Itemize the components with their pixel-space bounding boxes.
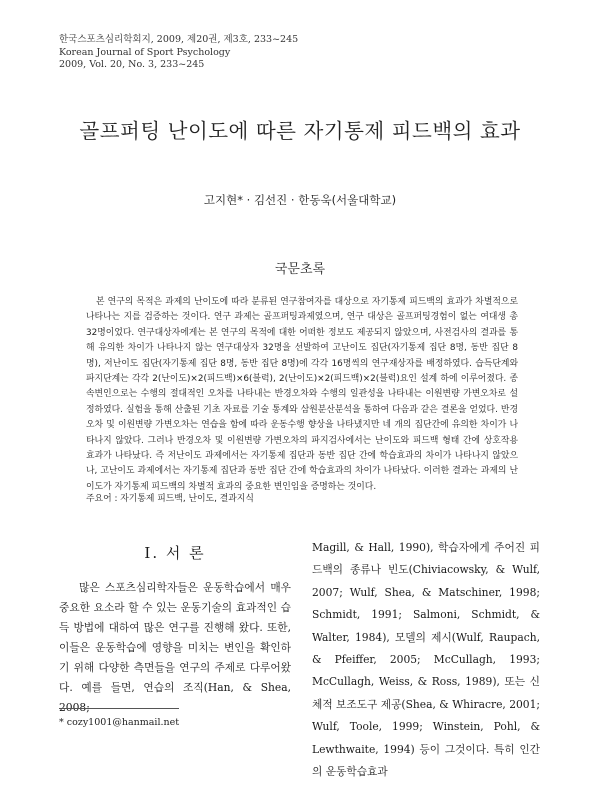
keywords: 주요어 : 자기통제 피드백, 난이도, 결과지식 [86, 494, 254, 504]
footnote-email: * cozy1001@hanmail.net [59, 717, 180, 728]
journal-citation [59, 34, 298, 72]
paper-title: 골프퍼팅 난이도에 따른 자기통제 피드백의 효과 [79, 119, 521, 143]
body-text-left-column: 많은 스포츠심리학자들은 운동학습에서 매우 중요한 요소라 할 수 있는 운동기술의 효과적인 습득 방법에 대하여 많은 연구를 진행해 왔다. 또한, 이들은 운동학습에 영향을 미치는 변인을 확인하기 위해 다양한 측면들을 연구의 주제로 다루어왔다. 예를 들면, 연습의 조직(Han, & Shea, 2008; [59, 581, 291, 714]
section-heading-introduction: I. 서 론 [144, 544, 206, 562]
abstract-heading: 국문초록 [274, 262, 326, 277]
footnote-divider [59, 708, 179, 709]
author-list: 고지현* · 김선진 · 한동욱(서울대학교) [203, 193, 397, 207]
journal-line-volume: 2009, Vol. 20, No. 3, 233~245 [59, 59, 205, 70]
body-text-right-column: Magill, & Hall, 1990), 학습자에게 주어진 피드백의 종류나 빈도(Chiviacowsky, & Wulf, 2007; Wulf, Shea, & Matschiner, 1998; Schmidt, 1991; Salmoni, Schmidt, & Walter, 1984), 모델의 제시(Wulf, Raupach, & Pfeiffer, 2005; McCullagh, 1993; McCullagh, Weiss, & Ross, 1989), 또는 신체적 보조도구 제공(Shea, & Whiracre, 2001; Wulf, Toole, 1999; Winstein, Pohl, & Lewthwaite, 1994) 등이 그것이다. 특히 인간의 운동학습효과 [312, 541, 540, 779]
journal-line-korean: 한국스포츠심리학회지, 2009, 제20권, 제3호, 233~245 [59, 34, 299, 45]
journal-line-english: Korean Journal of Sport Psychology [59, 46, 231, 58]
abstract-text: 본 연구의 목적은 과제의 난이도에 따라 분류된 연구참여자를 대상으로 자기통제 피드백의 효과가 차별적으로 나타나는 지를 검증하는 것이다. 연구 과제는 골프퍼팅과제였으며, 연구 대상은 골프퍼팅경험이 없는 여대생 총 32명이었다. 연구대상자에게는 본 연구의 목적에 대한 어떠한 정보도 제공되지 않았으며, 사전검사의 결과를 통해 유의한 차이가 나타나지 않는 연구대상자 32명을 선발하여 고난이도 집단(자기통제 집단 8명, 동반 집단 8명), 저난이도 집단(자기통제 집단 8명, 동반 집단 8명)에 각각 16명씩의 연구재상자를 배정하였다. 습득단계와 파지단계는 각각 2(난이도)×2(피드백)×6(블럭), 2(난이도)×2(피드백)×2(블럭)요인 설계 하에 이루어졌다. 종속변인으로는 수행의 절대적인 오차를 나타내는 반경오차와 수행의 일관성을 나타내는 이원변량 가변오차로 설정하였다. 실험을 통해 산출된 기초 자료를 기술 통계와 삼원분산분석을 통하여 다음과 같은 결론을 얻었다. 반경오차 및 이원변량 가변오차는 연습을 함에 따라 운동수행 향상을 나타냈지만 네 개의 집단간에 유의한 차이가 나타나지 않았다. 그러나 반경오차 및 이원변량 가변오차의 파지검사에서는 난이도와 피드백 형태 간에 상호작용 효과가 나타났다. 즉 저난이도 과제에서는 자기통제 집단과 동반 집단 간에 학습효과의 차이가 나타나지 않았으나, 고난이도 과제에서는 자기통제 집단과 동반 집단 간에 학습효과의 차이가 나타났다. 이러한 결과는 과제의 난이도가 자기통제 피드백의 차별적 효과의 중요한 변인임을 증명하는 것이다. [86, 297, 518, 492]
